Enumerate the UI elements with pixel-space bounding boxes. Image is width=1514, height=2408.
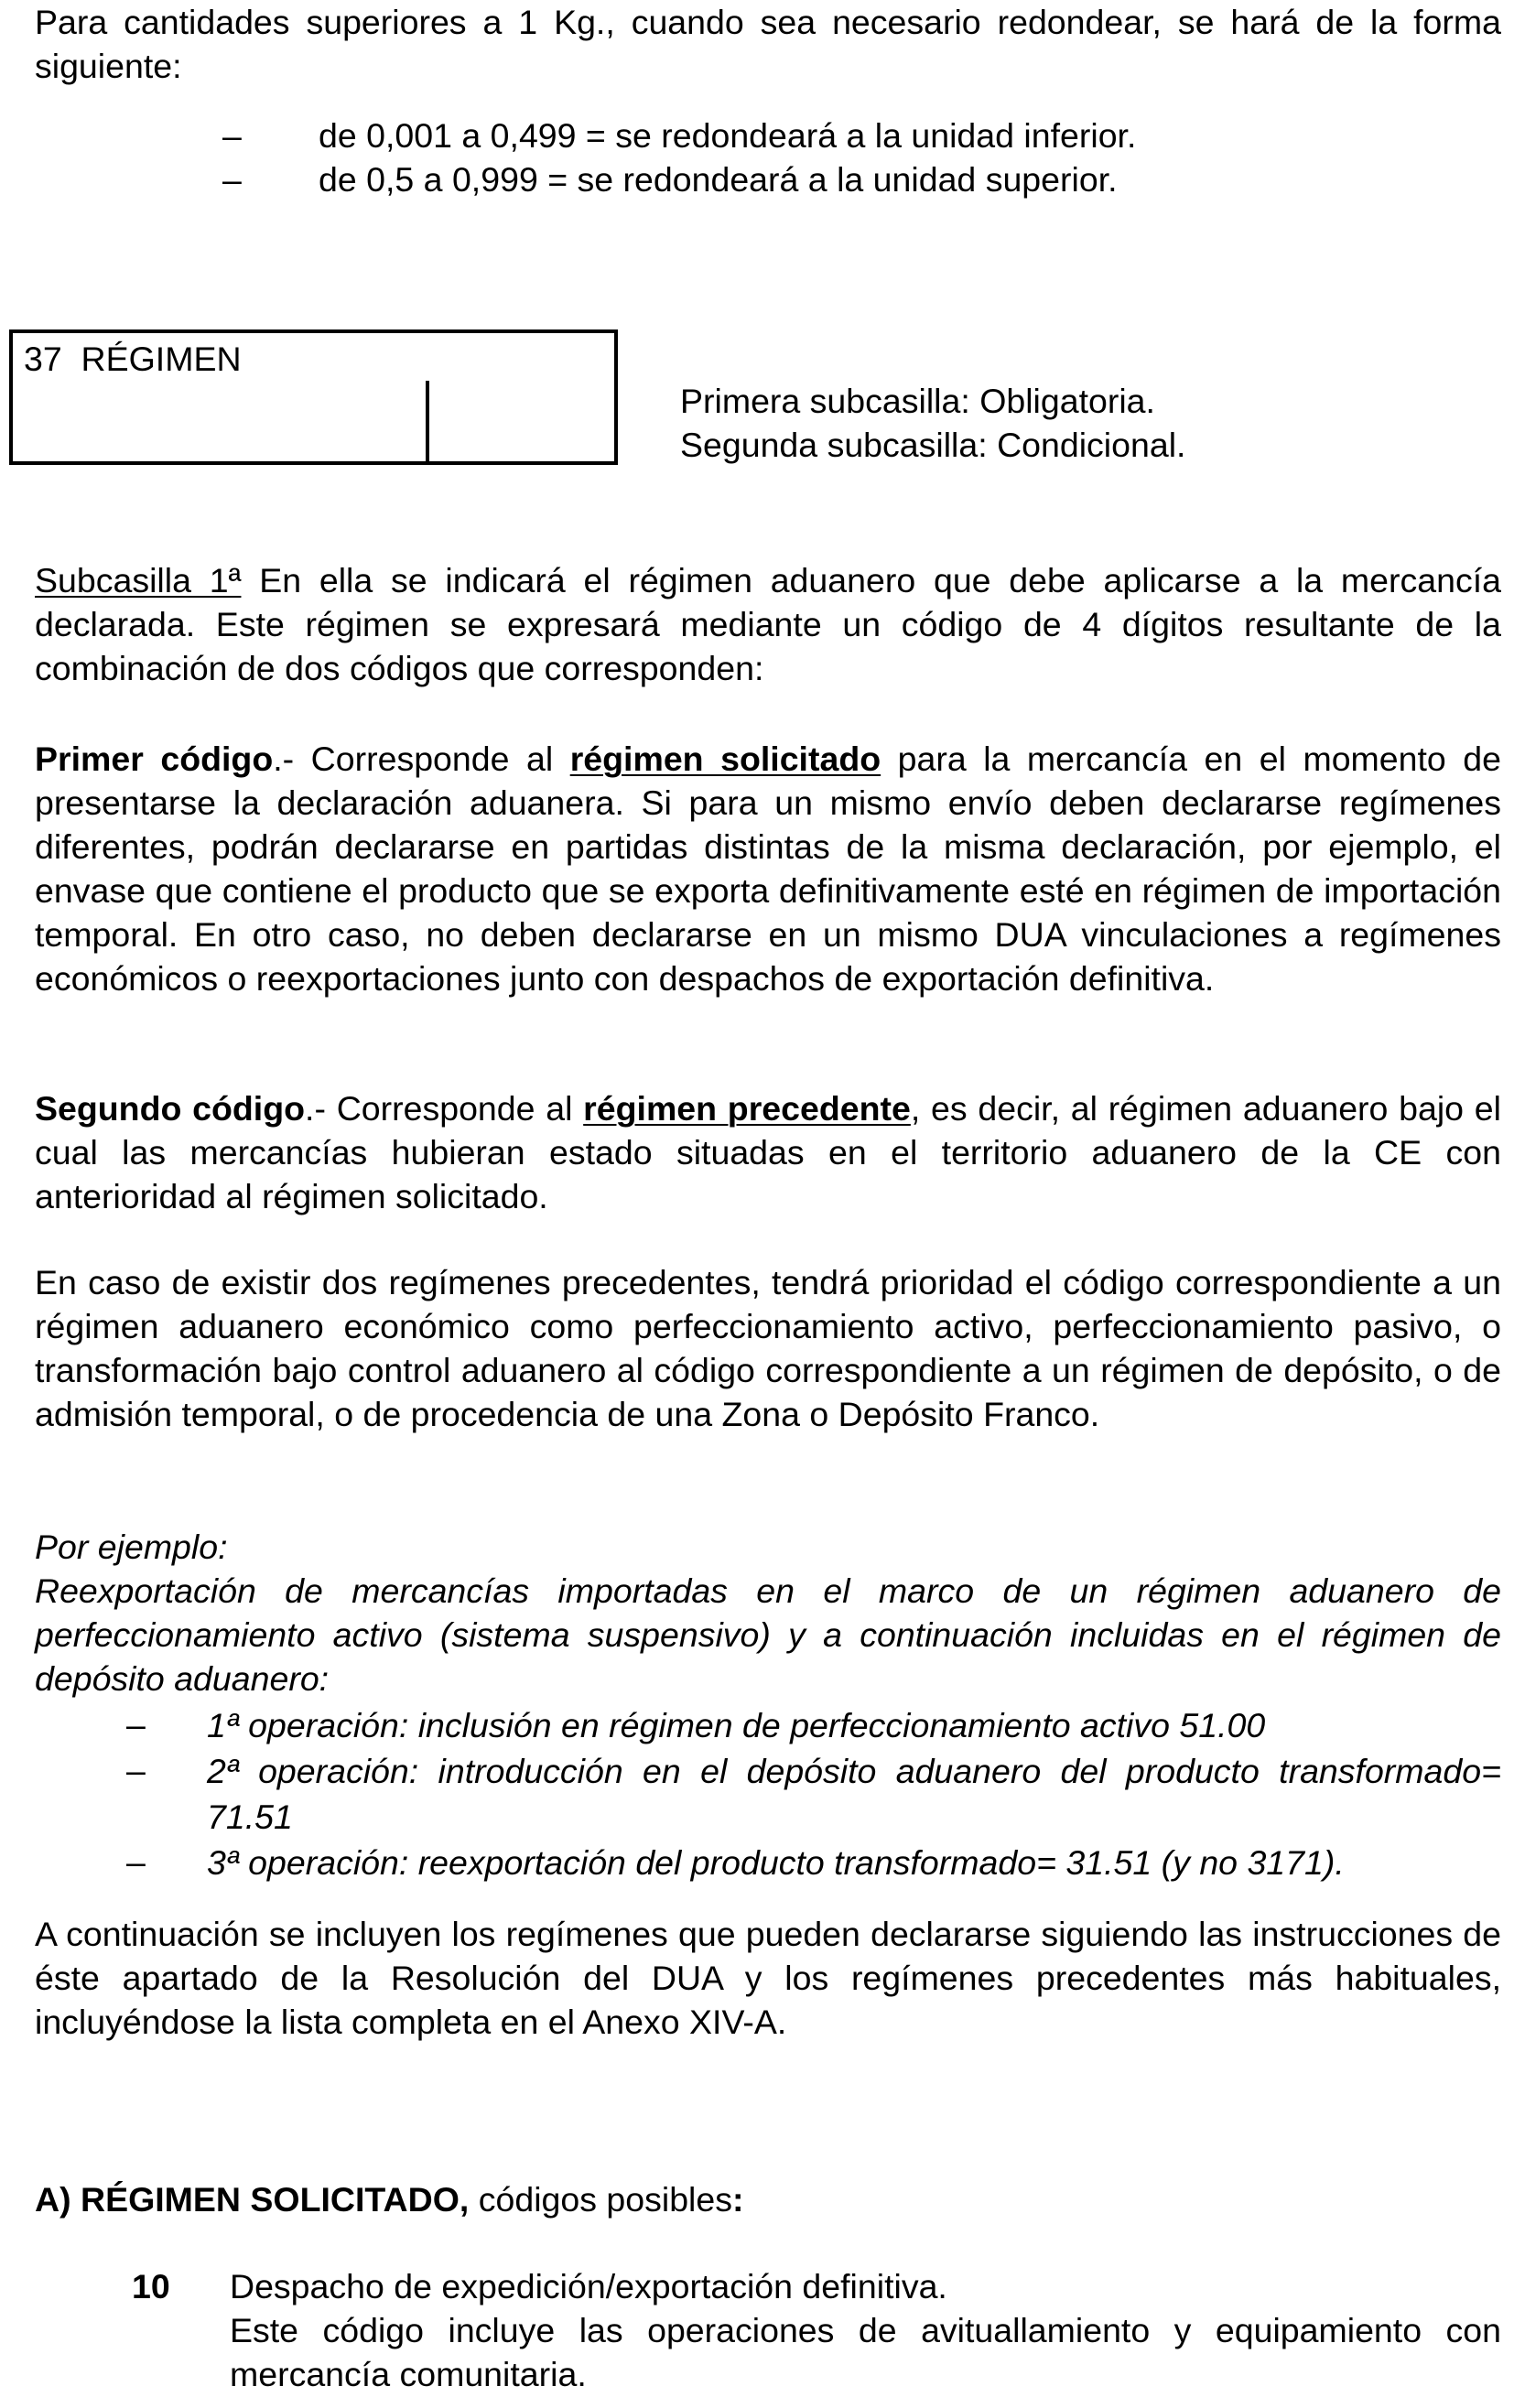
seccion-a-rest: códigos posibles (469, 2180, 732, 2219)
subcasilla-text: En ella se indicará el régimen aduanero que debe aplicarse a la mercancía declarada. Este régimen se expresará mediante un código de 4 dígitos resultante de la combinación de dos códigos que corresponden: (35, 561, 1511, 687)
primer-codigo-paragraph (35, 737, 1511, 1000)
primer-codigo-text: para la mercancía en el momento de presentarse la declaración aduanera. Si para un mismo envío deben declararse regímenes diferentes, podrán declararse en partidas distintas de la misma declaración, por ejemplo, el envase que contiene el producto que se exporta definitivamente esté en régimen de importación temporal. En otro caso, no deben declararse en un mismo DUA vinculaciones a regímenes económicos o reexportaciones junto con despachos de exportación definitiva. (35, 740, 1511, 998)
subcasilla-paragraph (35, 558, 1511, 690)
segundo-codigo-paragraph (35, 1086, 1511, 1218)
segundo-codigo-text: , es decir, al régimen aduanero bajo el cual las mercancías hubieran estado situadas en el territorio aduanero de la CE con anterioridad al régimen solicitado. (35, 1089, 1511, 1215)
box-note-1: Primera subcasilla: Obligatoria. (680, 382, 1155, 420)
box-divider (426, 381, 429, 465)
ejemplo-block (35, 1525, 1501, 1885)
ejemplo-operations (126, 1702, 1501, 1885)
regimen-description (230, 2264, 1501, 2396)
dash-bullet: – (126, 1842, 146, 1881)
rounding-list (222, 113, 1412, 201)
operation-text: 3ª operación: reexportación del producto transformado= 31.51 (y no 3171). (207, 1843, 1345, 1882)
intro-paragraph: Para cantidades superiores a 1 Kg., cuando sea necesario redondear, se hará de la forma siguiente: (35, 3, 1501, 85)
regimen-description-line2: Este código incluye las operaciones de avituallamiento y equipamiento con mercancía comunitaria. (230, 2311, 1501, 2393)
regimen-description-line1: Despacho de expedición/exportación definitiva. (230, 2267, 947, 2305)
regimen-code: 10 (132, 2267, 170, 2305)
caso-paragraph: En caso de existir dos regímenes precedentes, tendrá prioridad el código correspondiente a un régimen aduanero económico como perfeccionamiento activo, perfeccionamiento pasivo, o transformación bajo control aduanero al código correspondiente a un régimen de depósito, o de admisión temporal, o de procedencia de una Zona o Depósito Franco. (35, 1263, 1501, 1433)
list-item-text: de 0,001 a 0,499 = se redondeará a la unidad inferior. (319, 116, 1137, 155)
continuacion-paragraph: A continuación se incluyen los regímenes que pueden declararse siguiendo las instrucciones de éste apartado de la Resolución del DUA y los regímenes precedentes más habituales, incluyéndose la lista completa en el Anexo XIV-A. (35, 1915, 1501, 2041)
box-label: 37 RÉGIMEN (24, 340, 242, 378)
dash-bullet: – (222, 116, 242, 155)
primer-codigo-mid: .- Corresponde al (273, 740, 570, 778)
operation-text: 1ª operación: inclusión en régimen de perfeccionamiento activo 51.00 (207, 1706, 1266, 1744)
segundo-codigo-lead: Segundo código (35, 1089, 306, 1128)
segundo-codigo-mid: .- Corresponde al (305, 1089, 584, 1128)
operation-text: 2ª operación: introducción en el depósito aduanero del producto transformado= 71.51 (207, 1752, 1501, 1836)
list-item (126, 1840, 1501, 1885)
box-note-2: Segunda subcasilla: Condicional. (680, 426, 1186, 464)
regimen-solicitado-term: régimen solicitado (569, 740, 881, 778)
dash-bullet: – (126, 1705, 146, 1744)
list-item (222, 157, 1412, 201)
ejemplo-title: Por ejemplo: (35, 1528, 228, 1566)
dash-bullet: – (222, 160, 242, 199)
list-item (222, 113, 1412, 157)
list-item (126, 1702, 1501, 1748)
primer-codigo-lead: Primer código (35, 740, 274, 778)
regimen-code-row (35, 2264, 1501, 2396)
list-item (126, 1748, 1501, 1840)
ejemplo-description: Reexportación de mercancías importadas en el marco de un régimen aduanero de perfeccionamiento activo (sistema suspensivo) y a continuación incluidas en el régimen de depósito aduanero: (35, 1571, 1501, 1698)
seccion-a-title: A) RÉGIMEN SOLICITADO, (35, 2180, 470, 2219)
box-notes (680, 379, 1185, 467)
list-item-text: de 0,5 a 0,999 = se redondeará a la unidad superior. (319, 160, 1118, 199)
dash-bullet: – (126, 1751, 146, 1789)
regimen-precedente-term: régimen precedente (583, 1089, 911, 1128)
seccion-a-colon: : (732, 2180, 744, 2219)
seccion-a-heading (35, 2177, 1501, 2221)
form-box-37 (9, 329, 618, 465)
subcasilla-title: Subcasilla 1ª (35, 561, 242, 599)
